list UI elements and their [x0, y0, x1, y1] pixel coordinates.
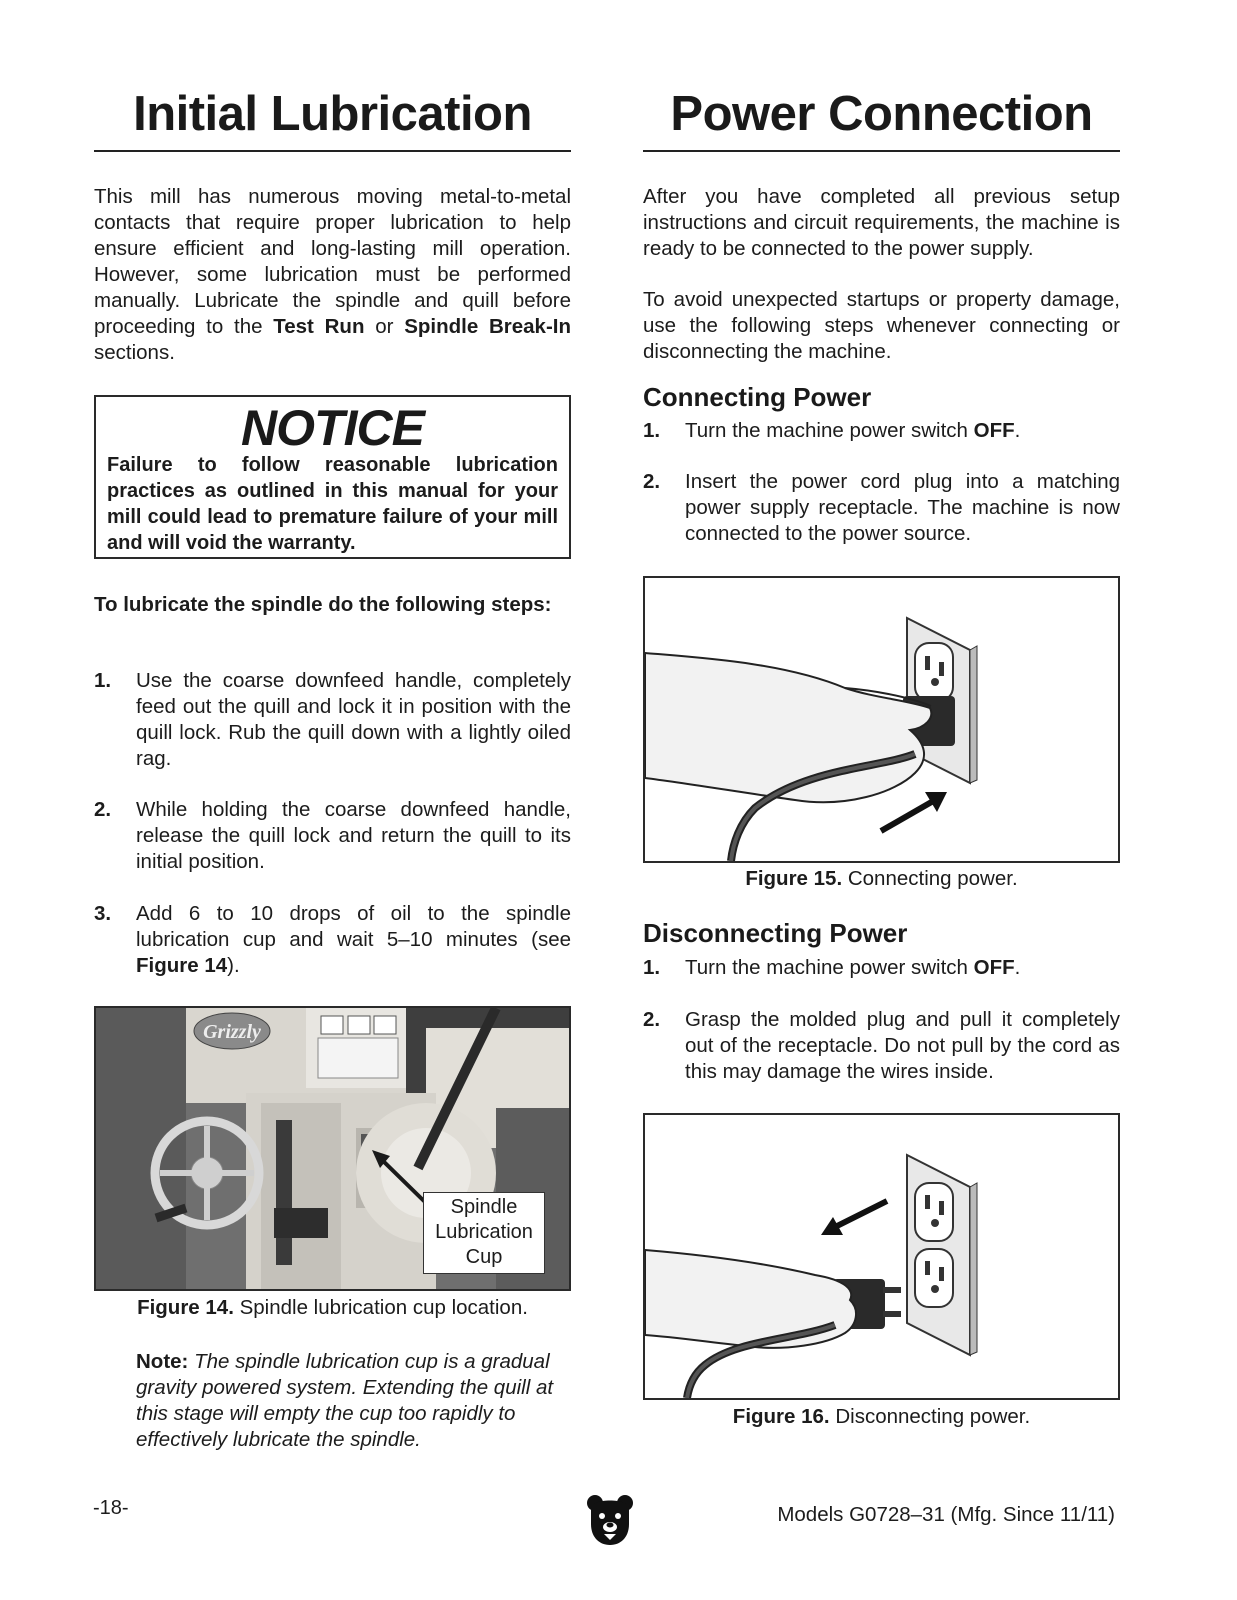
step-text-part: Add 6 to 10 drops of oil to the spindle lubrication cup and wait 5–10 minutes (see — [136, 902, 571, 951]
grizzly-bear-logo-icon — [586, 1494, 634, 1546]
connect-step — [643, 418, 1120, 444]
figure-14-photo — [94, 1006, 571, 1291]
caption-label: Figure 15. — [745, 867, 843, 890]
step-text-part: . — [1014, 419, 1021, 442]
page-number: -18- — [93, 1497, 129, 1519]
connecting-power-illustration — [645, 578, 1118, 861]
power-connection-title: Power Connection — [670, 87, 1093, 141]
step-number: 2. — [643, 1008, 661, 1031]
lube-step — [94, 901, 571, 979]
figure-16-caption — [643, 1405, 1120, 1429]
step-number: 3. — [94, 902, 112, 925]
figure-15-illustration — [643, 576, 1120, 863]
caption-label: Figure 16. — [732, 1405, 830, 1428]
callout-line: Cup — [465, 1246, 503, 1268]
intro-text: This mill has numerous moving metal-to-metal contacts that require proper lubrication to help ensure efficient and long-lasting mill operation. However, some lubrication must be performed manually. Lubricate the spindle and quill before proceeding to the — [94, 185, 571, 338]
step-number: 2. — [94, 798, 112, 821]
test-run-ref: Test Run — [273, 315, 365, 338]
power-intro-2: To avoid unexpected startups or property damage, use the following steps whenever connecting or disconnecting the machine. — [643, 288, 1120, 363]
note-label: Note: — [136, 1350, 189, 1373]
disconnect-step — [643, 955, 1120, 981]
step-text-part: Turn the machine power switch — [685, 419, 974, 442]
intro-text: sections. — [94, 341, 175, 364]
step-text-part: . — [1014, 956, 1021, 979]
caption-text: Spindle lubrication cup location. — [233, 1296, 528, 1319]
step-text: Grasp the molded plug and pull it completely out of the receptacle. Do not pull by the cord as this may damage the wires inside. — [685, 1008, 1120, 1083]
note-text: The spindle lubrication cup is a gradual gravity powered system. Extending the quill at this stage will empty the cup too rapidly to effectively lubricate the spindle. — [136, 1350, 554, 1451]
intro-text: or — [364, 315, 405, 338]
connect-step — [643, 469, 1120, 547]
caption-label: Figure 14. — [137, 1296, 234, 1319]
connecting-power-heading: Connecting Power — [643, 382, 872, 412]
step-number: 1. — [643, 956, 661, 979]
spindle-break-in-ref: Spindle Break-In — [404, 315, 571, 338]
off-label: OFF — [973, 419, 1015, 442]
step-text-part: Turn the machine power switch — [685, 956, 974, 979]
power-intro-1: After you have completed all previous setup instructions and circuit requirements, the machine is ready to be connected to the power supply. — [643, 185, 1120, 260]
title-divider — [643, 150, 1120, 152]
spindle-lubrication-cup-callout — [423, 1192, 545, 1274]
callout-line: Spindle — [450, 1196, 518, 1218]
notice-heading: NOTICE — [241, 400, 424, 456]
title-divider — [94, 150, 571, 152]
notice-box — [94, 395, 571, 559]
step-number: 1. — [94, 669, 112, 692]
step-text: Use the coarse downfeed handle, completely feed out the quill and lock it in position with the quill lock. Rub the quill down with a lightly oiled rag. — [136, 669, 571, 770]
step-text: Insert the power cord plug into a matching power supply receptacle. The machine is now connected to the power source. — [685, 470, 1120, 545]
figure-15-caption — [643, 867, 1120, 891]
disconnecting-power-heading: Disconnecting Power — [643, 918, 908, 948]
initial-lubrication-title: Initial Lubrication — [133, 87, 532, 141]
figure-14-caption — [94, 1296, 571, 1320]
lube-step — [94, 668, 571, 772]
figure-14-ref: Figure 14 — [136, 954, 228, 977]
models-footer: Models G0728–31 (Mfg. Since 11/11) — [777, 1503, 1115, 1526]
lube-step — [94, 797, 571, 875]
caption-text: Disconnecting power. — [829, 1405, 1031, 1428]
disconnect-step — [643, 1007, 1120, 1085]
off-label: OFF — [973, 956, 1015, 979]
step-text: While holding the coarse downfeed handle, release the quill lock and return the quill to its initial position. — [136, 798, 571, 873]
caption-text: Connecting power. — [842, 867, 1018, 890]
step-text-part: ). — [227, 954, 240, 977]
grizzly-badge: Grizzly — [203, 1021, 261, 1043]
lubrication-lead: To lubricate the spindle do the following steps: — [94, 593, 552, 616]
disconnecting-power-illustration — [645, 1115, 1118, 1398]
step-number: 2. — [643, 470, 661, 493]
lubrication-intro — [94, 184, 571, 366]
step-text — [685, 418, 1120, 444]
notice-text: Failure to follow reasonable lubrication practices as outlined in this manual for your mill could lead to premature failure of your mill and will void the warranty. — [107, 454, 558, 554]
lubrication-note — [136, 1349, 573, 1453]
step-text — [685, 955, 1120, 981]
figure-16-illustration — [643, 1113, 1120, 1400]
step-number: 1. — [643, 419, 661, 442]
callout-line: Lubrication — [435, 1221, 533, 1243]
step-text — [136, 901, 571, 979]
